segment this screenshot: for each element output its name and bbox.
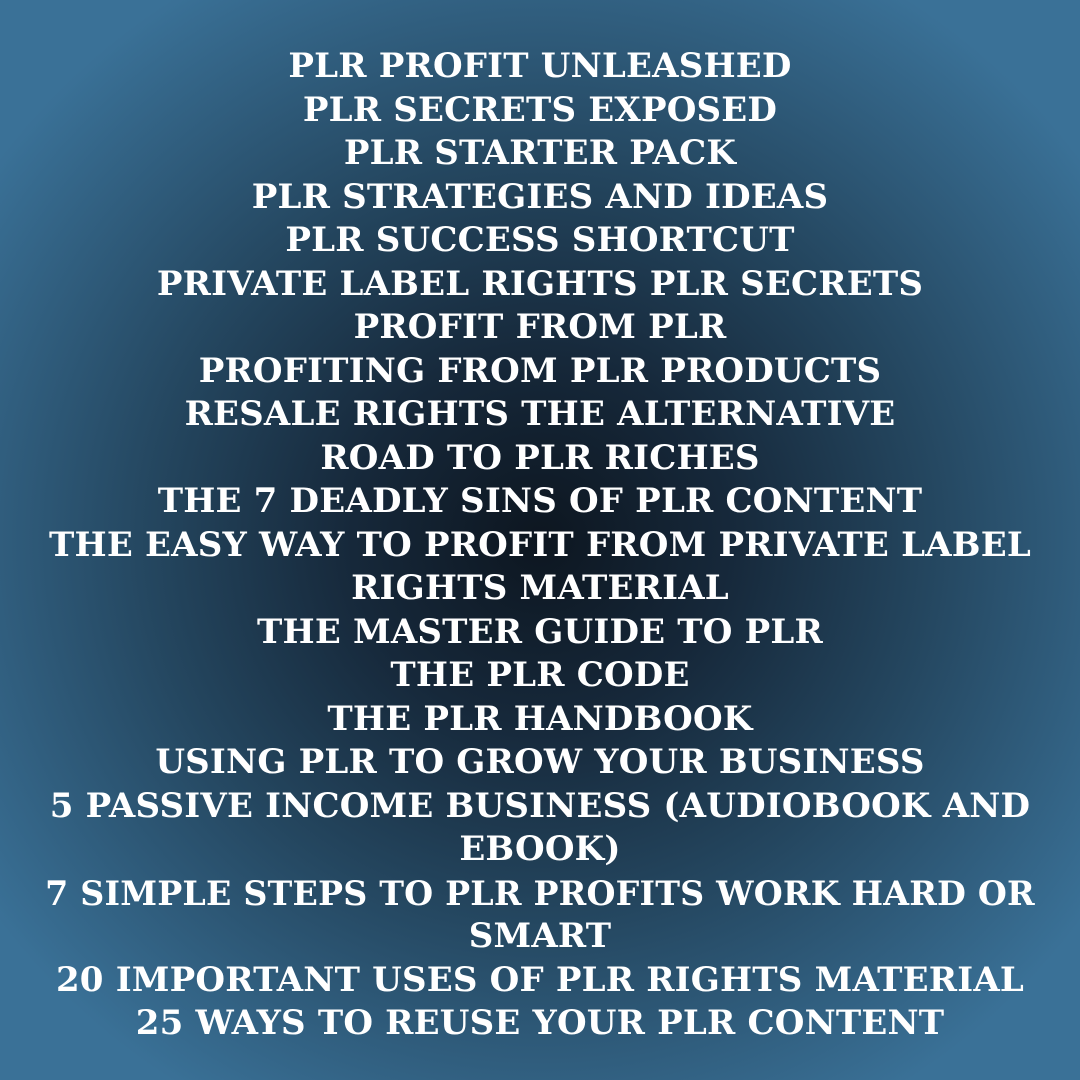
title-line: 7 SIMPLE STEPS TO PLR PROFITS WORK HARD OR [45,873,1035,913]
title-line: PLR SUCCESS SHORTCUT [285,220,795,260]
title-line: PLR STRATEGIES AND IDEAS [251,176,829,217]
title-list [40,45,1040,1046]
title-line: RIGHTS MATERIAL [351,568,729,608]
title-line: ROAD TO PLR RICHES [320,437,760,478]
title-line: 20 IMPORTANT USES OF PLR RIGHTS MATERIAL [55,959,1025,1000]
title-line: PRIVATE LABEL RIGHTS PLR SECRETS [156,263,924,304]
title-line: RESALE RIGHTS THE ALTERNATIVE [184,394,896,434]
title-line: PROFITING FROM PLR PRODUCTS [198,350,882,391]
title-line: THE EASY WAY TO PROFIT FROM PRIVATE LABEL [49,524,1031,565]
title-line: EBOOK) [459,829,621,869]
title-line: THE PLR CODE [390,655,690,695]
title-line: USING PLR TO GROW YOUR BUSINESS [155,742,925,782]
title-line: 5 PASSIVE INCOME BUSINESS (AUDIOBOOK AND [49,785,1031,826]
title-line: PROFIT FROM PLR [353,307,727,347]
title-line: PLR STARTER PACK [343,133,737,173]
title-line: THE MASTER GUIDE TO PLR [257,611,823,652]
title-line: THE 7 DEADLY SINS OF PLR CONTENT [157,481,923,521]
title-line: 25 WAYS TO REUSE YOUR PLR CONTENT [135,1003,945,1043]
title-line: PLR SECRETS EXPOSED [302,89,778,130]
title-line: THE PLR HANDBOOK [327,698,753,739]
title-line: PLR PROFIT UNLEASHED [288,46,792,86]
title-line: SMART [468,916,612,956]
